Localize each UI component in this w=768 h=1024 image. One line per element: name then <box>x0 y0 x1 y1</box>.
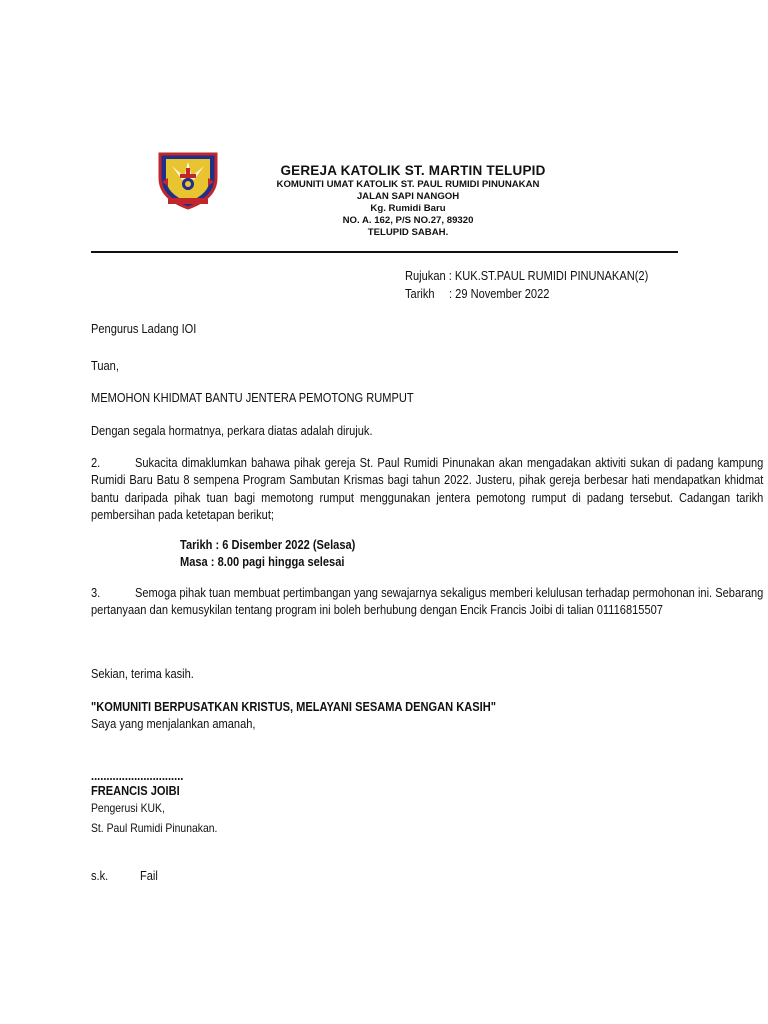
subject-line: MEMOHON KHIDMAT BANTU JENTERA PEMOTONG RUMPUT <box>91 391 414 405</box>
paragraph-number: 2. <box>91 456 101 470</box>
address-line: NO. A. 162, P/S NO.27, 89320 <box>342 215 474 226</box>
paragraph-text: Semoga pihak tuan membuat pertimbangan yang sewajarnya sekaligus memberi kelulusan terhadap permohonan ini. Sebarang pertanyaan dan kemusykilan tentang program ini boleh berhubung dengan Encik Francis Joibi di talian 01116815507 <box>91 586 764 618</box>
address-line: TELUPID SABAH. <box>367 227 449 238</box>
intro-text: Dengan segala hormatnya, perkara diatas adalah dirujuk. <box>91 424 373 438</box>
cc-value: Fail <box>140 869 158 883</box>
letterhead-divider <box>91 251 678 253</box>
paragraph-text: Sukacita dimaklumkan bahawa pihak gereja St. Paul Rumidi Pinunakan akan mengadakan aktiviti sukan di padang kampung Rumidi Baru Batu 8 sempena Program Sambutan Krismas bagi tahun 2022. Justeru, pihak gereja berbesar hati mendapatkan khidmat bantu daripada pihak tuan bagi memotong rumput menggunakan jentera pemotong rumput di padang tersebut. Cadangan tarikh pembersihan pada ketetapan berikut; <box>91 456 764 523</box>
closing-text: Sekian, terima kasih. <box>91 667 194 681</box>
paragraph-3 <box>91 585 763 620</box>
reference-rujukan <box>405 268 648 285</box>
cc-label: s.k. <box>91 869 109 883</box>
church-crest-icon <box>152 148 224 210</box>
salutation: Tuan, <box>91 359 119 373</box>
address-line: JALAN SAPI NANGOH <box>356 191 460 202</box>
tarikh-label: Tarikh <box>405 287 435 301</box>
schedule-date: Tarikh : 6 Disember 2022 (Selasa) <box>180 538 356 552</box>
signatory-org: St. Paul Rumidi Pinunakan. <box>91 821 218 835</box>
signature-line: .............................. <box>91 769 184 783</box>
signatory-name: FREANCIS JOIBI <box>91 784 180 798</box>
tarikh-value: : 29 November 2022 <box>449 287 550 301</box>
motto: "KOMUNITI BERPUSATKAN KRISTUS, MELAYANI SESAMA DENGAN KASIH" <box>91 700 496 714</box>
signoff-text: Saya yang menjalankan amanah, <box>91 717 256 731</box>
schedule-time: Masa : 8.00 pagi hingga selesai <box>180 555 345 569</box>
paragraph-2 <box>91 455 763 525</box>
recipient: Pengurus Ladang IOI <box>91 322 197 336</box>
signatory-title: Pengerusi KUK, <box>91 801 165 815</box>
address-line: Kg. Rumidi Baru <box>370 203 446 214</box>
reference-tarikh <box>405 286 549 303</box>
letterhead-block <box>232 163 584 239</box>
address-line: KOMUNITI UMAT KATOLIK ST. PAUL RUMIDI PINUNAKAN <box>276 179 540 190</box>
rujukan-label: Rujukan <box>405 269 446 283</box>
rujukan-value: : KUK.ST.PAUL RUMIDI PINUNAKAN(2) <box>448 269 649 283</box>
org-name: GEREJA KATOLIK ST. MARTIN TELUPID <box>280 163 546 178</box>
paragraph-number: 3. <box>91 586 101 600</box>
